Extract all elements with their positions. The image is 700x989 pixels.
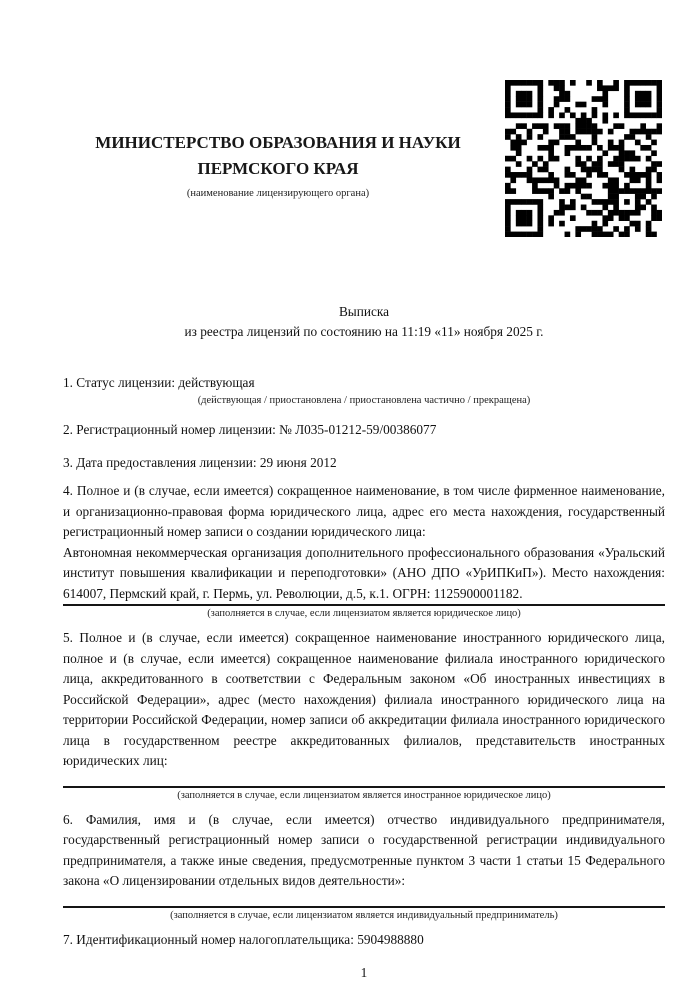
item-7-taxpayer-id: 7. Идентификационный номер налогоплательщика: 5904988880 [63,931,424,947]
item-4-value: Автономная некоммерческая организация дополнительного профессионального образования «Уральский институт повышения квалификации и переподготовки» (АНО ДПО «УрИПКиП»). Место нахождения: 614007, Пермский край, г. Пермь, ул. Революции, д.5, к.1. ОГРН: 1125900001182. [63,544,665,601]
document-body [63,373,665,982]
ministry-name: МИНИСТЕРСТВО ОБРАЗОВАНИЯ И НАУКИ ПЕРМСКОГО КРАЯ [95,133,461,178]
ministry-caption: (наименование лицензирующего органа) [186,188,370,199]
qr-code-icon [505,80,662,237]
item-6-individual-entrepreneur [63,810,665,922]
item-2-registration-number: 2. Регистрационный номер лицензии: № Л035-01212-59/00386077 [63,422,437,437]
item-1-caption: (действующая / приостановлена / приостановлена частично / прекращена) [197,395,531,406]
item-6-value-field [63,892,665,908]
item-6-caption: (заполняется в случае, если лицензиатом является индивидуальный предприниматель) [170,909,558,921]
item-5-caption: (заполняется в случае, если лицензиатом является иностранное юридическое лицо) [177,789,551,801]
item-4-value-field [63,543,665,607]
document-title: Выписка [338,304,390,319]
item-5-foreign-entity [63,628,665,802]
item-4-legal-entity [63,481,665,620]
item-4-caption: (заполняется в случае, если лицензиатом является юридическое лицо) [207,608,521,619]
page-number: 1 [360,964,368,980]
issuing-authority-header [63,130,493,200]
item-5-text: 5. Полное и (в случае, если имеется) сокращенное наименование иностранного юридического лица, полное и (в случае, если имеется) сокращенное наименование филиала иностранного юридического лица, аккредитованного в соответствии с Федеральным законом «Об иностранных инвестициях в Российской Федерации», адрес (место нахождения) филиала иностранного юридического лица на территории Российской Федерации, номер записи об аккредитации филиала иностранного юридического лица в государственном реестре аккредитованных филиалов, представительств иностранных юридических лиц: [63,630,665,768]
item-5-value-field [63,772,665,788]
document-title-block [63,302,665,342]
document-subtitle: из реестра лицензий по состоянию на 11:19 «11» ноября 2025 г. [184,324,544,339]
item-4-text: 4. Полное и (в случае, если имеется) сокращенное наименование, в том числе фирменное наименование, и организационно-правовая форма юридического лица, адрес его места нахождения, государственный регистрационный номер записи о создании юридического лица: [63,483,665,539]
item-3-grant-date: 3. Дата предоставления лицензии: 29 июня 2012 [63,455,337,470]
item-6-text: 6. Фамилия, имя и (в случае, если имеется) отчество индивидуального предпринимателя, государственный регистрационный номер записи о государственной регистрации индивидуального предпринимателя, а также иные сведения, предусмотренные пунктом 3 части 1 статьи 15 Федерального закона «О лицензировании отдельных видов деятельности»: [63,811,665,888]
item-1-license-status: 1. Статус лицензии: действующая [63,375,255,390]
